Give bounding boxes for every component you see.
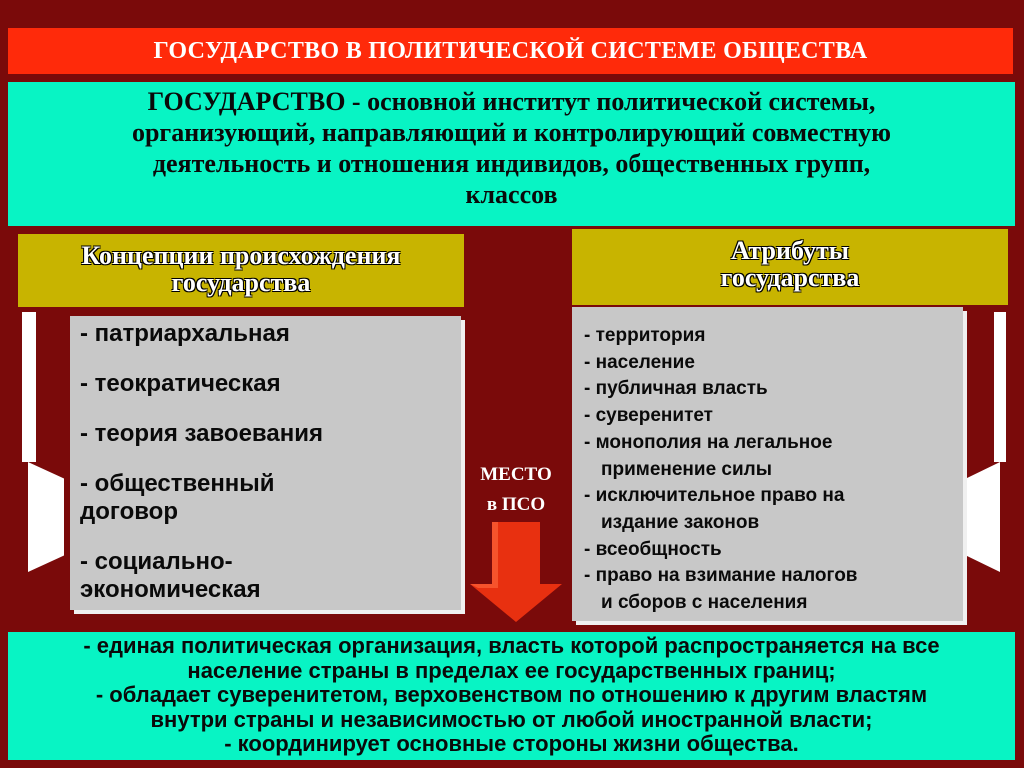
feature-line: - координирует основные стороны жизни общества. <box>224 731 799 756</box>
attributes-header <box>572 229 1008 305</box>
list-item <box>80 420 451 448</box>
attributes-header-line: государства <box>720 263 860 292</box>
list-item: и сборов с населения <box>601 592 808 614</box>
feature-line: внутри страны и независимостью от любой иностранной власти; <box>150 706 873 732</box>
attributes-header-line: Атрибуты <box>730 236 850 265</box>
definition-box <box>8 82 1015 226</box>
left-decor-strip <box>22 312 36 462</box>
list-item-text: - общественный <box>80 470 275 497</box>
list-item <box>80 320 451 348</box>
place-label-line: МЕСТО <box>480 464 552 485</box>
list-item: - территория <box>584 325 706 346</box>
feature-line: - обладает суверенитетом, верховенством по отношению к другим властям <box>95 682 928 707</box>
list-item: - исключительное право на <box>584 485 845 507</box>
list-item <box>80 548 451 604</box>
list-item: - суверенитет <box>584 405 713 427</box>
list-item-text: договор <box>80 498 178 525</box>
list-item-text: - теократическая <box>80 370 281 397</box>
list-item: издание законов <box>601 511 760 533</box>
definition-line: организующий, направляющий и контролирующий совместную <box>131 118 892 147</box>
feature-line: - единая политическая организация, власть которой распространяется на все <box>83 633 940 658</box>
features-box <box>8 632 1015 760</box>
attributes-list <box>572 307 963 621</box>
right-decor-strip <box>966 462 1000 572</box>
definition-line: деятельность и отношения индивидов, общественных групп, <box>152 149 871 178</box>
list-item: применение силы <box>601 458 772 480</box>
concepts-header <box>18 234 464 307</box>
list-item: - население <box>584 351 695 373</box>
down-arrow-icon <box>466 522 566 624</box>
concepts-header-line: Концепции происхождения <box>81 241 401 270</box>
list-item: - публичная власть <box>584 378 768 400</box>
list-item-text: - социально- <box>80 548 233 575</box>
concepts-list <box>70 316 461 610</box>
place-label <box>470 460 562 520</box>
list-item <box>80 470 451 526</box>
list-item-text: экономическая <box>80 576 261 603</box>
feature-line: население страны в пределах ее государственных границ; <box>187 657 836 683</box>
list-item: - право на взимание налогов <box>584 565 858 587</box>
place-label-line: в ПСО <box>486 494 546 515</box>
list-item: - монополия на легальное <box>584 431 833 453</box>
list-item <box>80 370 451 398</box>
definition-line: ГОСУДАРСТВО - основной институт политической системы, <box>147 87 876 116</box>
right-decor-strip <box>994 312 1006 462</box>
page-title: ГОСУДАРСТВО В ПОЛИТИЧЕСКОЙ СИСТЕМЕ ОБЩЕСТВА <box>8 28 1013 74</box>
concepts-header-line: государства <box>171 268 311 297</box>
list-item: - всеобщность <box>584 538 722 560</box>
list-item-text: - теория завоевания <box>80 420 323 447</box>
list-item-text: - патриархальная <box>80 320 290 347</box>
left-decor-strip <box>28 462 64 572</box>
definition-line: классов <box>465 180 558 209</box>
